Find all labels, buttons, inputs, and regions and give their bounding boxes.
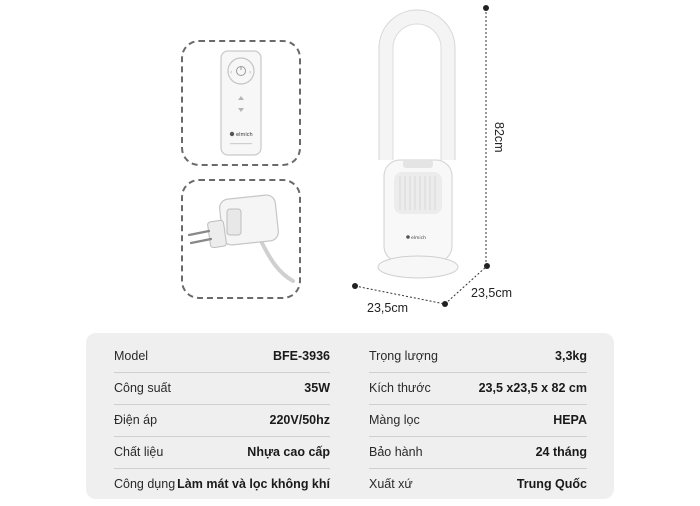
spec-row xyxy=(369,437,587,469)
spec-value: 3,3kg xyxy=(555,349,587,363)
spec-value: 24 tháng xyxy=(535,445,587,459)
spec-row xyxy=(369,405,587,437)
spec-value: Trung Quốc xyxy=(516,477,587,491)
spec-row xyxy=(369,341,587,373)
height-dimension-label: 82cm xyxy=(492,122,506,153)
spec-value: 35W xyxy=(304,381,330,395)
specs-left-column xyxy=(114,341,330,500)
spec-value: 23,5 x23,5 x 82 cm xyxy=(478,381,587,395)
spec-label: Công suất xyxy=(114,381,171,395)
remote-brand-logo: elmich xyxy=(236,132,253,138)
width-dimension-label: 23,5cm xyxy=(367,301,408,315)
spec-row xyxy=(114,437,330,469)
svg-text:›: › xyxy=(249,69,252,76)
spec-row xyxy=(114,405,330,437)
spec-label: Model xyxy=(114,349,149,363)
spec-value: BFE-3936 xyxy=(273,349,330,363)
spec-label: Điện áp xyxy=(114,413,158,427)
spec-row xyxy=(114,341,330,373)
spec-value: 220V/50hz xyxy=(269,413,330,427)
spec-label: Xuất xứ xyxy=(369,477,413,491)
specifications-panel xyxy=(86,333,614,499)
spec-label: Màng lọc xyxy=(369,413,420,427)
specs-right-column xyxy=(369,341,587,500)
spec-value: Làm mát và lọc không khí xyxy=(177,477,330,491)
depth-dimension-label: 23,5cm xyxy=(471,286,512,300)
spec-row xyxy=(114,373,330,405)
fan-base xyxy=(378,256,458,278)
spec-label: Kích thước xyxy=(369,381,431,395)
fan-brand-logo: elmich xyxy=(411,236,426,241)
spec-label: Chất liệu xyxy=(114,445,164,459)
spec-value: HEPA xyxy=(553,413,587,427)
spec-row xyxy=(369,469,587,500)
spec-value: Nhựa cao cấp xyxy=(247,445,330,459)
spec-row xyxy=(369,373,587,405)
svg-text:‹: ‹ xyxy=(230,69,233,76)
fan-grille xyxy=(394,172,442,214)
spec-label: Công dụng xyxy=(114,477,176,491)
spec-label: Bảo hành xyxy=(369,445,423,459)
spec-row xyxy=(114,469,330,500)
spec-label: Trọng lượng xyxy=(369,349,438,363)
